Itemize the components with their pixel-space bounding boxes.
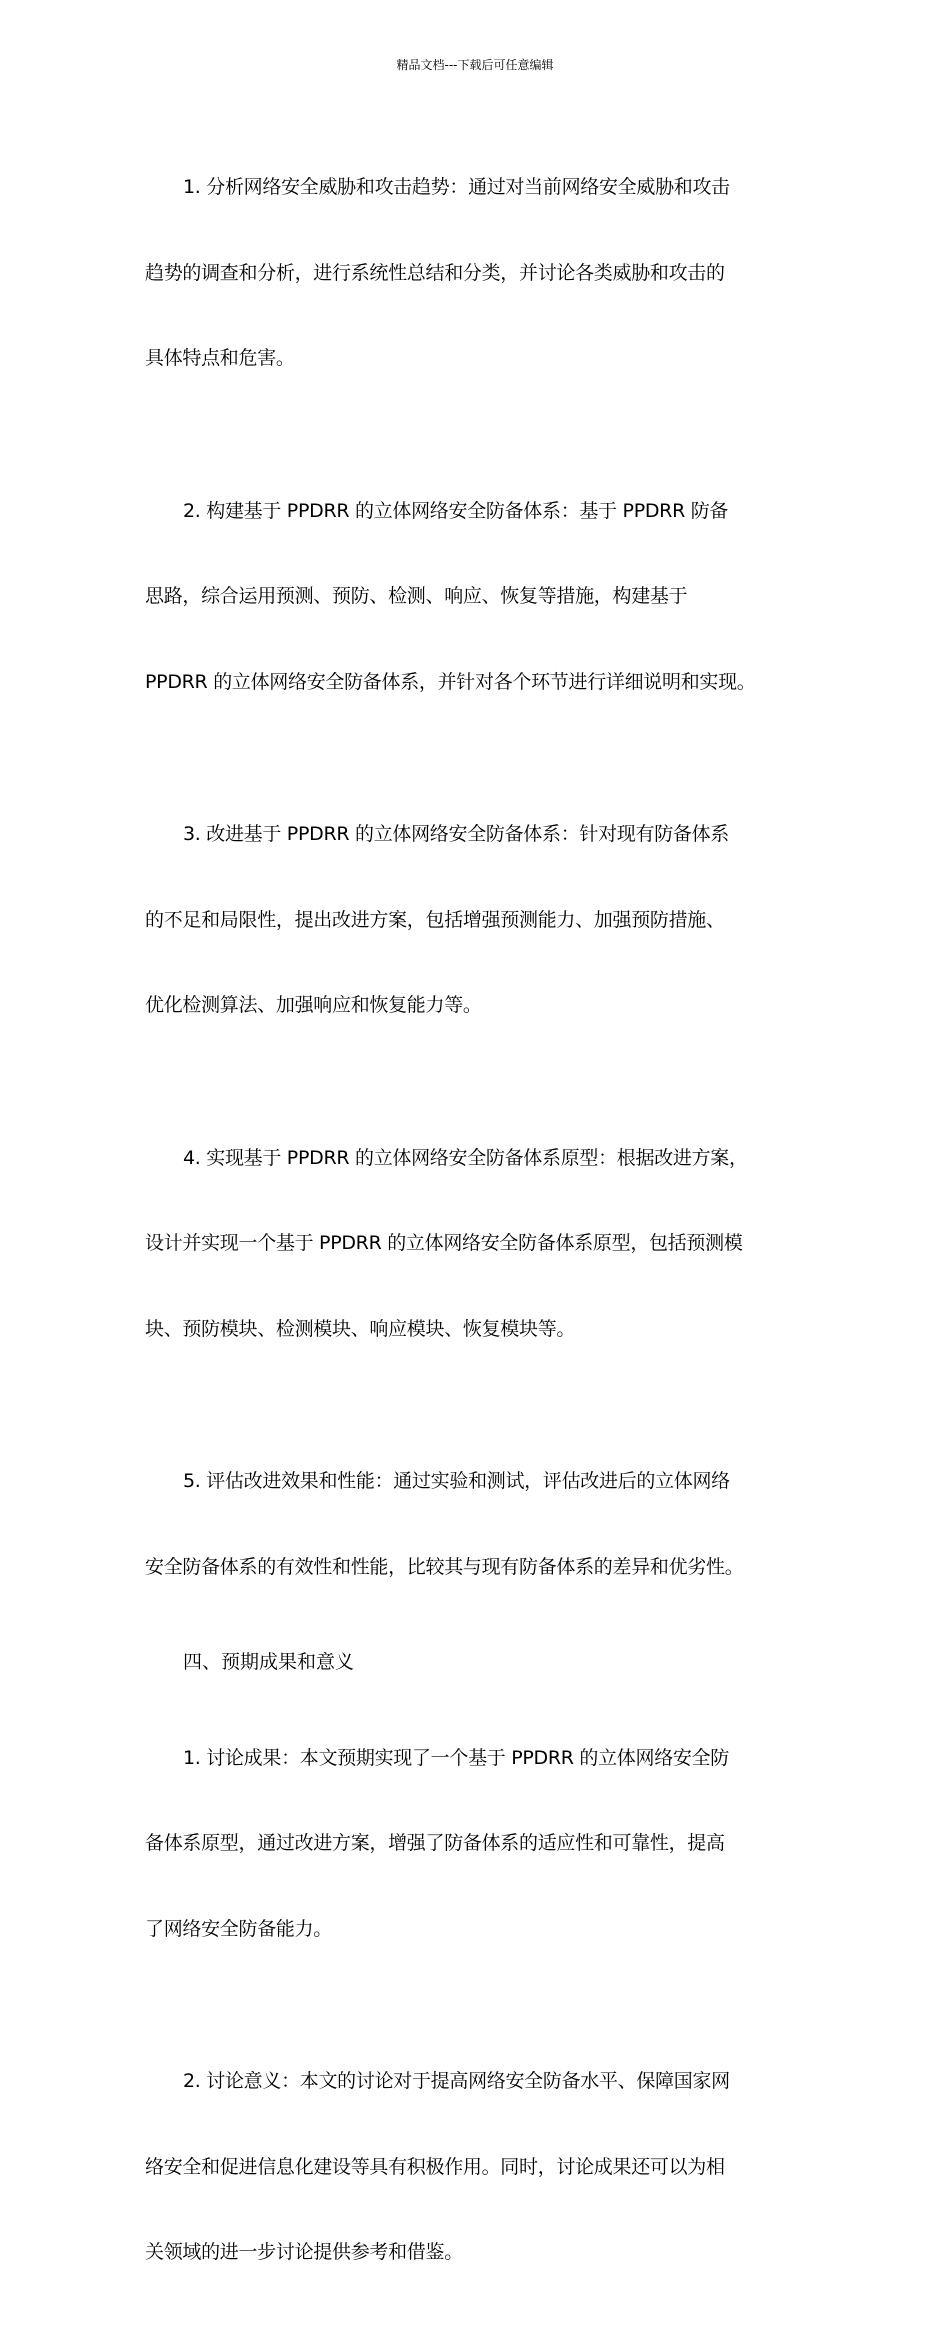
text-line: 了网络安全防备能力。 xyxy=(145,1917,333,1940)
list-item-analyze-threats xyxy=(145,116,809,430)
text-line: 的不足和局限性，提出改进方案，包括增强预测能力、加强预防措施、 xyxy=(145,908,725,931)
text-line: 3. 改进基于 PPDRR 的立体网络安全防备体系：针对现有防备体系 xyxy=(183,823,729,845)
text-line: 4. 实现基于 PPDRR 的立体网络安全防备体系原型：根据改进方案， xyxy=(183,1146,748,1169)
list-item-improve-system xyxy=(145,763,809,1077)
text-line: 思路，综合运用预测、预防、检测、响应、恢复等措施，构建基于 xyxy=(145,585,688,607)
text-line: 趋势的调查和分析，进行系统性总结和分类，并讨论各类威胁和攻击的 xyxy=(145,261,725,284)
list-item-evaluate xyxy=(145,1410,809,1638)
page-header: 精品文档---下载后可任意编辑 xyxy=(396,58,554,72)
text-line: 设计并实现一个基于 PPDRR 的立体网络安全防备体系原型，包括预测模 xyxy=(145,1232,743,1254)
text-line: 络安全和促进信息化建设等具有积极作用。同时，讨论成果还可以为相 xyxy=(145,2155,725,2178)
text-line: 5. 评估改进效果和性能：通过实验和测试，评估改进后的立体网络 xyxy=(183,1470,730,1492)
text-line: 2. 讨论意义：本文的讨论对于提高网络安全防备水平、保障国家网 xyxy=(183,2070,730,2092)
text-line: 优化检测算法、加强响应和恢复能力等。 xyxy=(145,994,482,1016)
text-line: 具体特点和危害。 xyxy=(145,347,295,369)
list-item-build-system xyxy=(145,440,809,754)
text-line: 备体系原型，通过改进方案，增强了防备体系的适应性和可靠性，提高 xyxy=(145,1832,725,1854)
text-line: 1. 讨论成果：本文预期实现了一个基于 PPDRR 的立体网络安全防 xyxy=(183,1746,729,1769)
text-line: 块、预防模块、检测模块、响应模块、恢复模块等。 xyxy=(145,1317,576,1340)
list-item-outcome-significance xyxy=(145,2010,809,2324)
text-line: PPDRR 的立体网络安全防备体系，并针对各个环节进行详细说明和实现。 xyxy=(145,670,756,693)
text-line: 2. 构建基于 PPDRR 的立体网络安全防备体系：基于 PPDRR 防备 xyxy=(183,499,729,522)
document-body xyxy=(145,116,809,2334)
section-heading: 四、预期成果和意义 xyxy=(183,1651,355,1673)
list-item-implement-prototype xyxy=(145,1087,809,1401)
text-line: 关领域的进一步讨论提供参考和借鉴。 xyxy=(145,2241,463,2263)
text-line: 安全防备体系的有效性和性能，比较其与现有防备体系的差异和优劣性。 xyxy=(145,1555,744,1578)
list-item-outcome-results xyxy=(145,1687,809,2001)
text-line: 1. 分析网络安全威胁和攻击趋势：通过对当前网络安全威胁和攻击 xyxy=(183,176,730,198)
